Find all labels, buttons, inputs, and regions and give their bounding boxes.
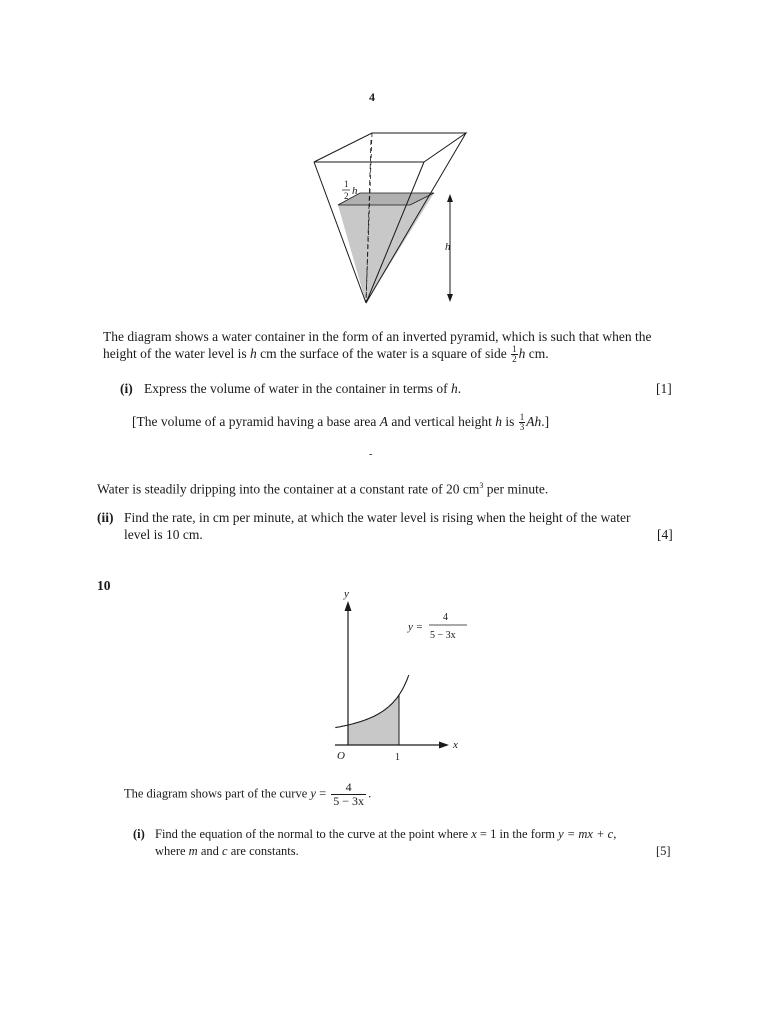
x-axis-arrow bbox=[439, 742, 449, 749]
q10-part-i-line2: where m and c are constants. bbox=[155, 844, 299, 858]
curve-label-y: y = bbox=[408, 621, 424, 633]
q9-part-i-text: Express the volume of water in the container in terms of h. bbox=[144, 381, 462, 396]
q10-intro: The diagram shows part of the curve y = $\frac{4}{5 - 3x}$ . bbox=[124, 780, 372, 808]
inverted-pyramid-diagram bbox=[300, 120, 480, 310]
water-volume bbox=[338, 193, 434, 303]
q9-drip-text: Water is steadily dripping into the container at a constant rate of 20 $cm^3$ per minute. bbox=[97, 481, 549, 497]
arrow-head-up bbox=[447, 194, 453, 202]
q9-part-ii-label: (ii) bbox=[97, 510, 114, 525]
q10-part-i-marks: [5] bbox=[656, 844, 671, 858]
curve-graph bbox=[325, 585, 485, 770]
q9-part-i-marks: [1] bbox=[656, 381, 672, 396]
q10-part-i-line1: Find the equation of the normal to the curve at the point where x = 1 in the form y = mx + c, bbox=[155, 827, 617, 841]
q9-part-i-label: (i) bbox=[120, 381, 133, 396]
shaded-region bbox=[348, 695, 399, 745]
stray-mark: - bbox=[369, 449, 373, 460]
arrow-head-down bbox=[447, 294, 453, 302]
q10-part-i-label: (i) bbox=[133, 827, 145, 841]
q10-number: 10 bbox=[97, 578, 111, 593]
y-axis-arrow bbox=[345, 601, 352, 611]
container-rim bbox=[314, 133, 466, 162]
page-number: 4 bbox=[369, 90, 375, 104]
half-label-num: 1 bbox=[344, 179, 349, 189]
half-label-var: h bbox=[352, 185, 358, 197]
curve-label-num: 4 bbox=[443, 612, 448, 623]
x-axis-label: x bbox=[453, 739, 458, 751]
height-label: h bbox=[445, 241, 451, 253]
q9-hint: [The volume of a pyramid having a base area A and vertical height h is $\frac{1}{3}$ Ah.] bbox=[132, 412, 550, 433]
x-tick-label: 1 bbox=[395, 752, 400, 763]
q9-part-ii-line1: Find the rate, in cm per minute, at which the water level is rising when the height of the water bbox=[124, 510, 631, 525]
q9-part-ii-line2: level is 10 cm. bbox=[124, 527, 203, 542]
y-axis-label: y bbox=[344, 588, 349, 600]
q9-intro-line2: height of the water level is h cm the surface of the water is a square of side $\frac{1}{2}$ h cm. bbox=[103, 344, 549, 365]
q9-part-ii-marks: [4] bbox=[657, 527, 673, 542]
q9-intro-line1: The diagram shows a water container in the form of an inverted pyramid, which is such that when the bbox=[103, 329, 652, 344]
origin-label: O bbox=[337, 750, 345, 762]
curve-label-den: 5 − 3x bbox=[430, 630, 456, 641]
half-label-den: 2 bbox=[344, 191, 349, 201]
